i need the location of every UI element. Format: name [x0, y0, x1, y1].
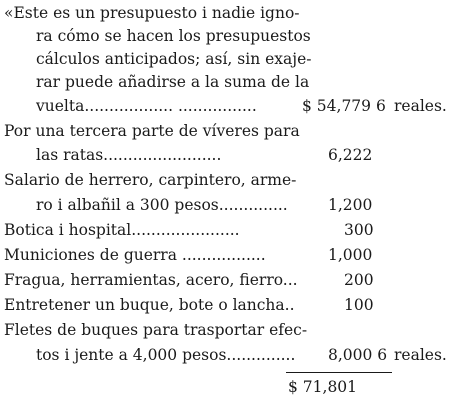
item-botica-amount: 300 — [344, 221, 374, 239]
item-municiones-line: Municiones de guerra ................. — [4, 246, 266, 264]
intro-line-1: «Este es un presupuesto i nadie igno- — [4, 4, 300, 22]
item-fletes-unit: reales. — [394, 346, 447, 364]
sum-rule — [286, 372, 392, 373]
item-salario-line-2: ro i albañil a 300 pesos.............. — [36, 196, 288, 214]
item-viveres-line-2: las ratas........................ — [36, 146, 222, 164]
item-salario-line-1: Salario de herrero, carpintero, arme- — [4, 171, 297, 189]
total-amount: $ 71,801 — [288, 378, 358, 396]
item-municiones-amount: 1,000 — [328, 246, 373, 264]
item-fletes-line-1: Fletes de buques para trasportar efec- — [4, 321, 308, 339]
item-buque-line: Entretener un buque, bote o lancha.. — [4, 296, 295, 314]
intro-unit: reales. — [394, 97, 447, 115]
item-fragua-line: Fragua, herramientas, acero, fierro... — [4, 271, 298, 289]
item-viveres-line-1: Por una tercera parte de víveres para — [4, 122, 300, 140]
intro-line-2: ra cómo se hacen los presupuestos — [36, 27, 311, 45]
intro-line-5: vuelta.................. ................ — [36, 97, 257, 115]
intro-amount: $ 54,779 6 — [302, 97, 386, 115]
intro-line-3: cálculos anticipados; así, sin exaje- — [36, 50, 312, 68]
item-fletes-line-2: tos i jente a 4,000 pesos.............. — [36, 346, 296, 364]
item-viveres-amount: 6,222 — [328, 146, 373, 164]
item-botica-line: Botica i hospital...................... — [4, 221, 240, 239]
item-fletes-amount: 8,000 6 — [328, 346, 388, 364]
item-fragua-amount: 200 — [344, 271, 374, 289]
intro-line-4: rar puede añadirse a la suma de la — [36, 73, 310, 91]
item-buque-amount: 100 — [344, 296, 374, 314]
item-salario-amount: 1,200 — [328, 196, 373, 214]
